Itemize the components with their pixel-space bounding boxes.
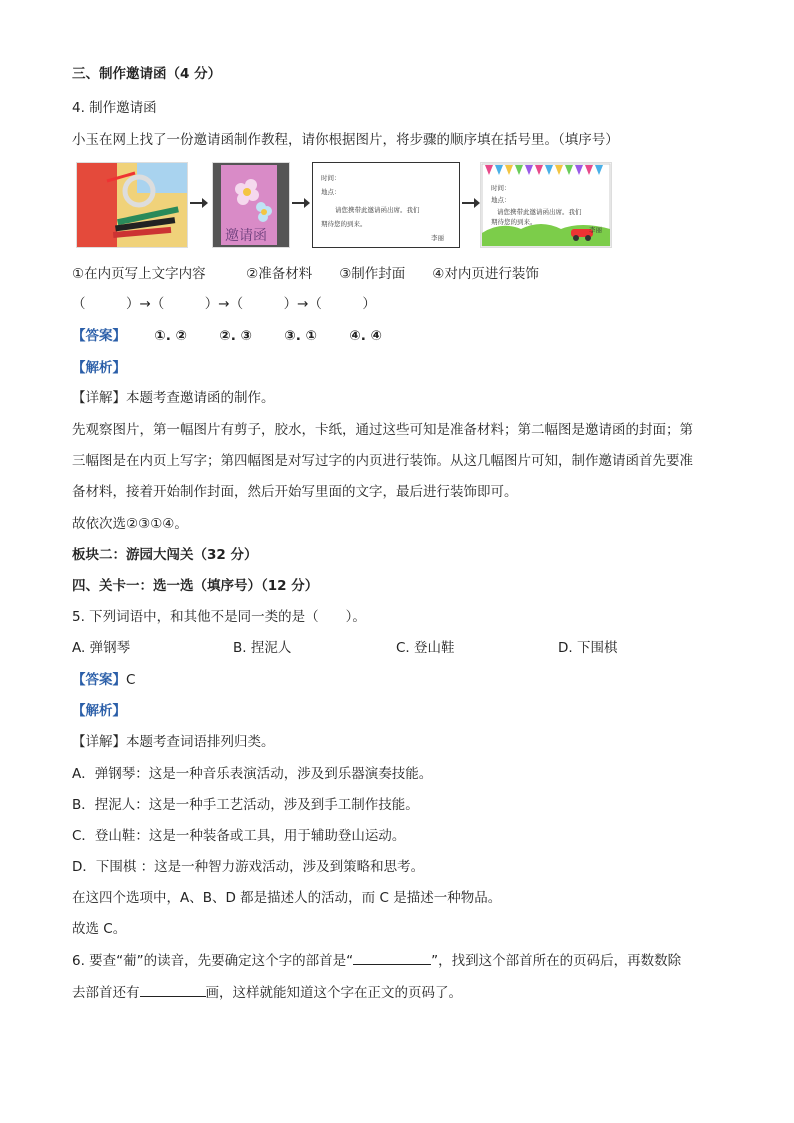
q4-step-images xyxy=(76,162,616,248)
q5-conclusion: 故选 C。 xyxy=(72,921,127,937)
q6-part1: 6. 要查“葡”的读音，先要确定这个字的部首是“ xyxy=(72,953,354,969)
q5-answer-row xyxy=(72,670,135,690)
card-sign: 李丽 xyxy=(431,234,444,242)
stroke-count-blank[interactable] xyxy=(140,982,206,997)
deco-card-place: 地点： xyxy=(491,196,511,204)
answer-3: ③. ① xyxy=(284,328,317,344)
radical-blank[interactable] xyxy=(353,950,431,965)
q5-option-d: D. 下围棋 xyxy=(558,640,618,656)
q5-option-b: B. 捏泥人 xyxy=(233,640,292,656)
q5-explain-b: B．捏泥人：这是一种手工艺活动，涉及到手工制作技能。 xyxy=(72,797,419,813)
q4-answer-row xyxy=(72,326,382,346)
q5-options xyxy=(72,638,732,658)
deco-card-time: 时间： xyxy=(491,184,511,192)
q5-analysis-tag: 【解析】 xyxy=(72,703,126,719)
deco-card-line2: 期待您的到来。 xyxy=(491,218,537,226)
q5-detail xyxy=(72,732,275,752)
materials-image xyxy=(76,162,188,248)
deco-card-line1: 请您携带此邀请函出席。我们 xyxy=(497,208,582,216)
arrow-icon xyxy=(462,202,476,204)
inner-text-image xyxy=(312,162,460,248)
card-time: 时间： xyxy=(321,174,341,182)
answer-tag: 【答案】 xyxy=(72,328,126,344)
detail-text: 本题考查词语排列归类。 xyxy=(126,734,275,750)
section3-title: 三、制作邀请函（4 分） xyxy=(72,66,222,82)
q4-analysis-tag: 【解析】 xyxy=(72,360,126,376)
q4-options: ①在内页写上文字内容 ②准备材料 ③制作封面 ④对内页进行装饰 xyxy=(72,266,539,282)
q5-explain-d: D．下围棋 ：这是一种智力游戏活动，涉及到策略和思考。 xyxy=(72,859,425,875)
cover-title: 邀请函 xyxy=(225,228,267,244)
q5-answer: C xyxy=(126,672,136,688)
card-place: 地点： xyxy=(321,188,341,196)
q4-title: 4. 制作邀请函 xyxy=(72,100,157,116)
block2-title: 板块二：游园大闯关（32 分） xyxy=(72,547,258,563)
card-line2: 期待您的到来。 xyxy=(321,220,367,228)
q6-part4: 画，这样就能知道这个字在正文的页码了。 xyxy=(205,985,462,1001)
deco-card-sign: 李丽 xyxy=(589,226,602,234)
q5-explain-c: C．登山鞋：这是一种装备或工具，用于辅助登山运动。 xyxy=(72,828,406,844)
answer-1: ①. ② xyxy=(154,328,187,344)
detail-text: 本题考查邀请函的制作。 xyxy=(126,390,275,406)
detail-tag: 【详解】 xyxy=(72,734,126,750)
q4-brackets: （ ）→（ ）→（ ）→（ ） xyxy=(72,296,376,312)
detail-tag: 【详解】 xyxy=(72,390,126,406)
answer-tag: 【答案】 xyxy=(72,672,126,688)
q6-line-1 xyxy=(72,950,681,971)
q4-explain-2: 三幅图是在内页上写字；第四幅图是对写过字的内页进行装饰。从这几幅图片可知，制作邀请函首先要准 xyxy=(72,453,693,469)
q6-part3: 去部首还有 xyxy=(72,985,140,1001)
q4-explain-1: 先观察图片，第一幅图片有剪子，胶水，卡纸，通过这些可知是准备材料；第二幅图是邀请函的封面；第 xyxy=(72,422,693,438)
arrow-icon xyxy=(292,202,306,204)
q6-line-2 xyxy=(72,982,462,1003)
decorated-image xyxy=(480,162,612,248)
q5-option-a: A. 弹钢琴 xyxy=(72,640,131,656)
cover-image xyxy=(212,162,290,248)
card-line1: 请您携带此邀请函出席。我们 xyxy=(335,206,420,214)
answer-4: ④. ④ xyxy=(349,328,382,344)
arrow-icon xyxy=(190,202,204,204)
q5-title: 5. 下列词语中，和其他不是同一类的是（ ）。 xyxy=(72,609,366,625)
section4-title: 四、关卡一：选一选（填序号）（12 分） xyxy=(72,578,319,594)
q4-explain-3: 备材料，接着开始制作封面，然后开始写里面的文字，最后进行装饰即可。 xyxy=(72,484,518,500)
q5-explain-a: A．弹钢琴：这是一种音乐表演活动，涉及到乐器演奏技能。 xyxy=(72,766,433,782)
q5-option-c: C. 登山鞋 xyxy=(396,640,455,656)
q4-conclusion: 故依次选②③①④。 xyxy=(72,516,188,532)
q5-summary: 在这四个选项中，A、B、D 都是描述人的活动，而 C 是描述一种物品。 xyxy=(72,890,502,906)
q4-detail xyxy=(72,388,275,408)
answer-2: ②. ③ xyxy=(219,328,252,344)
q6-part2: ”，找到这个部首所在的页码后，再数数除 xyxy=(431,953,682,969)
q4-prompt: 小玉在网上找了一份邀请函制作教程，请你根据图片，将步骤的顺序填在括号里。（填序号） xyxy=(72,132,619,148)
